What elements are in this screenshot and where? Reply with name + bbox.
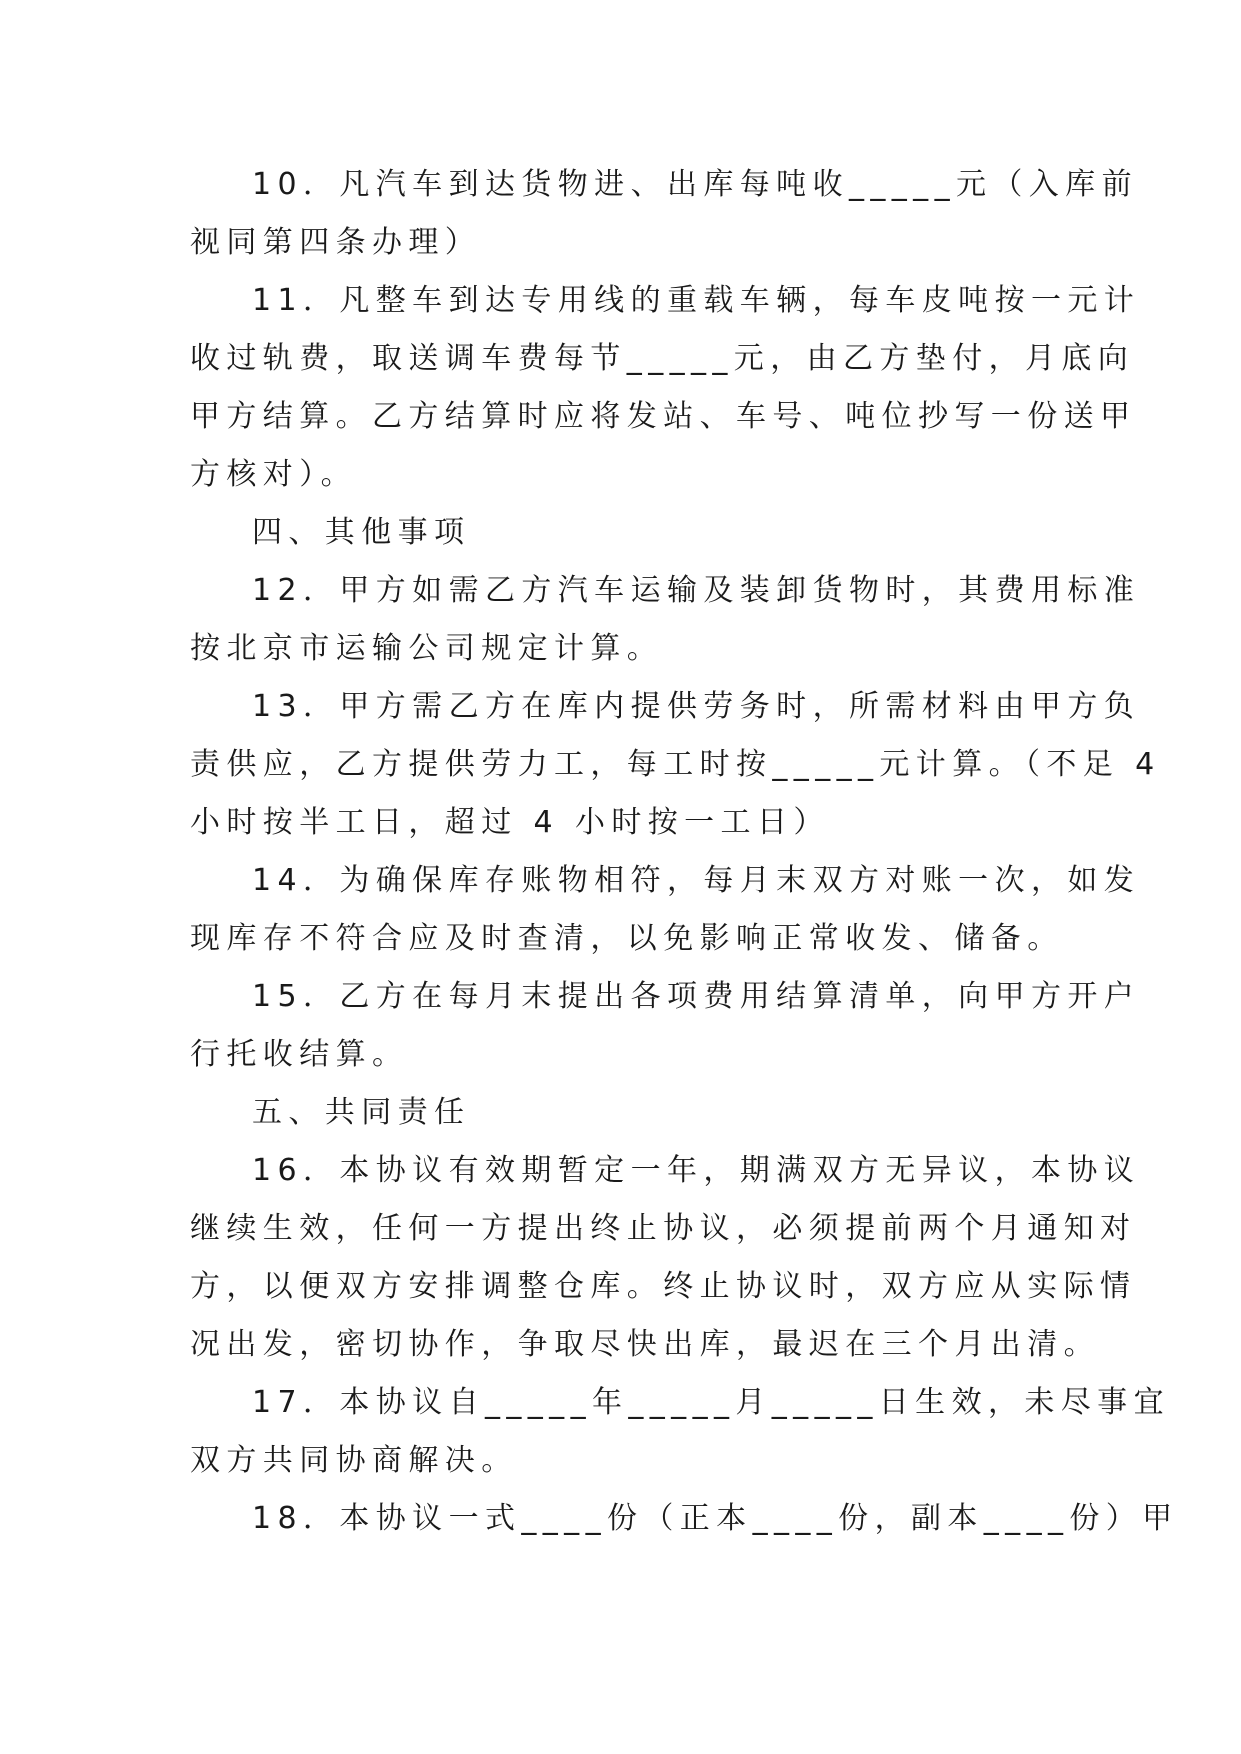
section-heading-4: 四、其他事项	[252, 515, 471, 550]
text-line-23: 双方共同协商解决。	[190, 1443, 518, 1478]
text-line-13: 14．为确保库存账物相符，每月末双方对账一次，如发	[252, 863, 1141, 898]
text-line-18: 16．本协议有效期暂定一年，期满双方无异议，本协议	[252, 1153, 1141, 1188]
text-line-11: 责供应，乙方提供劳力工，每工时按_____元计算。（不足 4	[190, 747, 1161, 782]
text-line-1: 10．凡汽车到达货物进、出库每吨收_____元（入库前	[252, 167, 1138, 202]
text-line-12: 小时按半工日，超过 4 小时按一工日）	[190, 805, 830, 840]
text-line-9: 按北京市运输公司规定计算。	[190, 631, 664, 666]
text-line-16: 行托收结算。	[190, 1037, 409, 1072]
text-line-8: 12．甲方如需乙方汽车运输及装卸货物时，其费用标准	[252, 573, 1141, 608]
text-line-19: 继续生效，任何一方提出终止协议，必须提前两个月通知对	[190, 1211, 1137, 1246]
text-line-14: 现库存不符合应及时查清，以免影响正常收发、储备。	[190, 921, 1064, 956]
text-line-2: 视同第四条办理）	[190, 225, 482, 260]
section-heading-5: 五、共同责任	[252, 1095, 471, 1130]
text-line-24: 18．本协议一式____份（正本____份，副本____份）甲	[252, 1501, 1179, 1536]
text-line-15: 15．乙方在每月末提出各项费用结算清单，向甲方开户	[252, 979, 1141, 1014]
text-line-10: 13．甲方需乙方在库内提供劳务时，所需材料由甲方负	[252, 689, 1141, 724]
text-line-6: 方核对）。	[190, 457, 357, 492]
text-line-20: 方，以便双方安排调整仓库。终止协议时，双方应从实际情	[190, 1269, 1137, 1304]
text-line-22: 17．本协议自_____年_____月_____日生效，未尽事宜	[252, 1385, 1170, 1420]
text-line-21: 况出发，密切协作，争取尽快出库，最迟在三个月出清。	[190, 1327, 1100, 1362]
text-line-4: 收过轨费，取送调车费每节_____元，由乙方垫付，月底向	[190, 341, 1135, 376]
text-line-5: 甲方结算。乙方结算时应将发站、车号、吨位抄写一份送甲	[190, 399, 1137, 434]
text-line-3: 11．凡整车到达专用线的重载车辆，每车皮吨按一元计	[252, 283, 1141, 318]
